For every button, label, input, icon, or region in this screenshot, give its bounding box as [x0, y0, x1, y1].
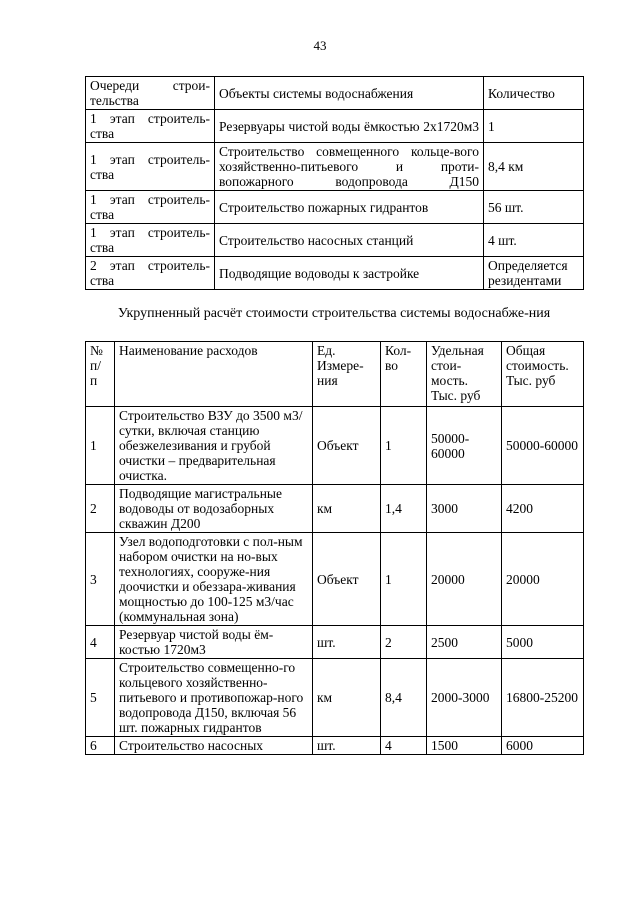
- table-row: [86, 407, 584, 485]
- number-cell: 3: [86, 533, 115, 626]
- quantity-cell: 1,4: [381, 485, 427, 533]
- expense-cell: Подводящие магистральные водоводы от водозаборных скважин Д200: [115, 485, 313, 533]
- number-cell: 4: [86, 626, 115, 659]
- header-cell: Объекты системы водоснабжения: [215, 77, 484, 110]
- quantity-cell: 2: [381, 626, 427, 659]
- quantity-cell: Определяется резидентами: [484, 257, 584, 290]
- header-cell: Удельная стои-мость. Тыс. руб: [427, 342, 502, 407]
- number-cell: 1: [86, 407, 115, 485]
- expense-cell: Резервуар чистой воды ём-костью 1720м3: [115, 626, 313, 659]
- quantity-cell: 8,4 км: [484, 143, 584, 191]
- table-row: [86, 659, 584, 737]
- table-row: [86, 737, 584, 755]
- table-row: [86, 143, 584, 191]
- object-cell: Строительство пожарных гидрантов: [215, 191, 484, 224]
- total-cost-cell: 4200: [502, 485, 584, 533]
- unit-cell: Объект: [313, 407, 381, 485]
- cost-estimate-table: [85, 341, 584, 755]
- header-cell: Очереди строи-тельства: [86, 77, 215, 110]
- object-cell: Строительство совмещенного кольце-вого хозяйственно-питьевого и проти-вопожарного водопровода Д150: [215, 143, 484, 191]
- unit-cost-cell: 1500: [427, 737, 502, 755]
- table-row: [86, 191, 584, 224]
- unit-cost-cell: 2500: [427, 626, 502, 659]
- table-row: [86, 224, 584, 257]
- cost-table-caption: Укрупненный расчёт стоимости строительства системы водоснабже-ния: [117, 306, 551, 321]
- unit-cell: км: [313, 659, 381, 737]
- table-row: [86, 485, 584, 533]
- total-cost-cell: 50000-60000: [502, 407, 584, 485]
- table-row: [86, 257, 584, 290]
- header-cell: Кол-во: [381, 342, 427, 407]
- unit-cost-cell: 20000: [427, 533, 502, 626]
- table-row: [86, 110, 584, 143]
- number-cell: 5: [86, 659, 115, 737]
- quantity-cell: 1: [484, 110, 584, 143]
- number-cell: 6: [86, 737, 115, 755]
- construction-stages-table: [85, 76, 584, 290]
- page-number: 43: [313, 38, 327, 53]
- expense-cell: Строительство насосных: [115, 737, 313, 755]
- table-header-row: [86, 342, 584, 407]
- stage-cell: 1 этап строитель-ства: [86, 110, 215, 143]
- unit-cell: шт.: [313, 626, 381, 659]
- stage-cell: 1 этап строитель-ства: [86, 191, 215, 224]
- quantity-cell: 56 шт.: [484, 191, 584, 224]
- total-cost-cell: 5000: [502, 626, 584, 659]
- stage-cell: 1 этап строитель-ства: [86, 224, 215, 257]
- table-row: [86, 533, 584, 626]
- expense-cell: Строительство совмещенно-го кольцевого хозяйственно-питьевого и противопожар-ного водопровода Д150, включая 56 шт. пожарных гидрантов: [115, 659, 313, 737]
- unit-cell: Объект: [313, 533, 381, 626]
- stage-cell: 2 этап строитель-ства: [86, 257, 215, 290]
- stage-cell: 1 этап строитель-ства: [86, 143, 215, 191]
- number-cell: 2: [86, 485, 115, 533]
- unit-cost-cell: 2000-3000: [427, 659, 502, 737]
- total-cost-cell: 20000: [502, 533, 584, 626]
- object-cell: Резервуары чистой воды ёмкостью 2х1720м3: [215, 110, 484, 143]
- object-cell: Подводящие водоводы к застройке: [215, 257, 484, 290]
- quantity-cell: 4: [381, 737, 427, 755]
- header-cell: Количество: [484, 77, 584, 110]
- quantity-cell: 8,4: [381, 659, 427, 737]
- header-cell: Наименование расходов: [115, 342, 313, 407]
- quantity-cell: 1: [381, 533, 427, 626]
- unit-cost-cell: 50000-60000: [427, 407, 502, 485]
- quantity-cell: 4 шт.: [484, 224, 584, 257]
- total-cost-cell: 16800-25200: [502, 659, 584, 737]
- unit-cell: км: [313, 485, 381, 533]
- unit-cost-cell: 3000: [427, 485, 502, 533]
- header-cell: Общая стоимость. Тыс. руб: [502, 342, 584, 407]
- expense-cell: Узел водоподготовки с пол-ным набором очистки на но-вых технологиях, сооруже-ния доочистки и обеззара-живания мощностью до 100-125 м3/час (коммунальная зона): [115, 533, 313, 626]
- quantity-cell: 1: [381, 407, 427, 485]
- table-row: [86, 626, 584, 659]
- header-cell: № п/ п: [86, 342, 115, 407]
- unit-cell: шт.: [313, 737, 381, 755]
- header-cell: Ед. Измере-ния: [313, 342, 381, 407]
- table-header-row: [86, 77, 584, 110]
- object-cell: Строительство насосных станций: [215, 224, 484, 257]
- expense-cell: Строительство ВЗУ до 3500 м3/сутки, включая станцию обезжелезивания и грубой очистки – предварительная очистка.: [115, 407, 313, 485]
- total-cost-cell: 6000: [502, 737, 584, 755]
